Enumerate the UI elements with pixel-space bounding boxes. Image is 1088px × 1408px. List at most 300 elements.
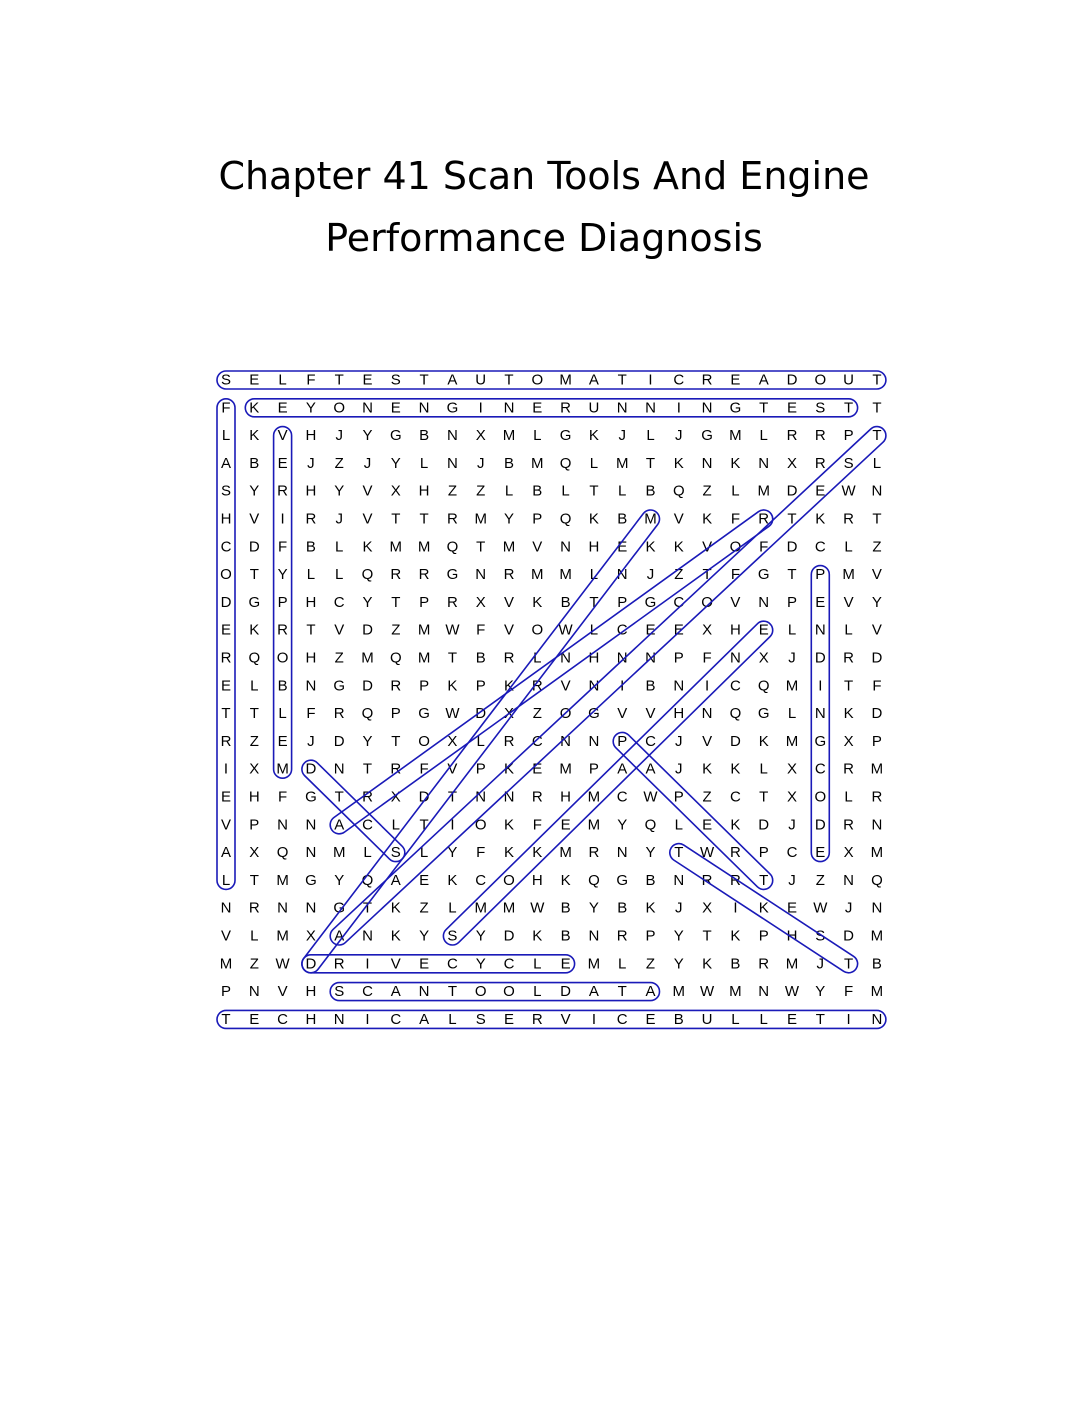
- grid-letter: N: [758, 454, 770, 472]
- grid-letter: Q: [361, 566, 374, 584]
- grid-letter: L: [448, 1010, 457, 1028]
- grid-letter: P: [277, 593, 288, 611]
- grid-letter: K: [730, 927, 741, 945]
- grid-letter: N: [560, 732, 572, 750]
- grid-letter: Z: [419, 899, 429, 917]
- grid-letter: Z: [391, 621, 401, 639]
- grid-letter: G: [446, 566, 459, 584]
- grid-letter: R: [220, 732, 232, 750]
- grid-letter: A: [617, 760, 628, 778]
- grid-letter: P: [390, 705, 401, 723]
- grid-letter: Y: [588, 899, 599, 917]
- grid-letter: K: [503, 760, 515, 778]
- grid-letter: X: [475, 427, 486, 445]
- grid-letter: K: [588, 510, 599, 528]
- grid-letter: E: [702, 816, 713, 834]
- grid-letter: O: [333, 399, 346, 417]
- grid-letter: Y: [362, 732, 373, 750]
- grid-letter: K: [249, 427, 260, 445]
- grid-letter: D: [814, 649, 826, 667]
- grid-letter: V: [702, 538, 713, 556]
- grid-letter: L: [221, 871, 231, 889]
- grid-letter: M: [332, 844, 346, 862]
- grid-letter: V: [362, 510, 373, 528]
- grid-letter: R: [277, 621, 289, 639]
- grid-letter: M: [219, 955, 233, 973]
- grid-letter: M: [785, 677, 799, 695]
- grid-letter: C: [729, 788, 741, 806]
- grid-letter: B: [645, 871, 656, 889]
- grid-letter: D: [786, 482, 798, 500]
- grid-letter: V: [843, 593, 854, 611]
- grid-letter: N: [701, 705, 713, 723]
- grid-letter: N: [616, 649, 628, 667]
- grid-letter: W: [530, 899, 545, 917]
- grid-letter: V: [673, 510, 684, 528]
- grid-letter: Y: [871, 593, 882, 611]
- grid-letter: F: [532, 816, 542, 834]
- grid-letter: I: [478, 399, 483, 417]
- grid-letter: A: [334, 816, 345, 834]
- grid-letter: Y: [419, 927, 430, 945]
- grid-letter: T: [645, 454, 656, 472]
- grid-letter: H: [588, 649, 600, 667]
- grid-letter: T: [674, 844, 684, 862]
- grid-letter: I: [450, 816, 455, 834]
- grid-letter: J: [675, 760, 683, 778]
- grid-letter: G: [814, 732, 827, 750]
- grid-letter: B: [305, 538, 316, 556]
- grid-letter: L: [391, 816, 400, 834]
- grid-letter: I: [733, 899, 738, 917]
- grid-letter: E: [249, 1010, 260, 1028]
- grid-letter: F: [306, 705, 316, 723]
- grid-letter: N: [248, 983, 260, 1001]
- grid-letter: T: [617, 371, 627, 389]
- grid-letter: M: [587, 788, 601, 806]
- grid-letter: K: [702, 760, 713, 778]
- grid-letter: L: [646, 427, 655, 445]
- grid-letter: E: [758, 621, 769, 639]
- grid-letter: Y: [305, 399, 316, 417]
- grid-letter: O: [276, 649, 289, 667]
- grid-letter: P: [475, 677, 486, 695]
- grid-letter: T: [617, 983, 627, 1001]
- grid-letter: N: [475, 566, 487, 584]
- grid-letter: V: [730, 593, 741, 611]
- grid-letter: E: [786, 1010, 798, 1028]
- grid-letter: C: [616, 621, 628, 639]
- grid-letter: N: [673, 871, 685, 889]
- grid-letter: N: [588, 927, 600, 945]
- grid-letter: X: [447, 732, 458, 750]
- grid-letter: L: [589, 454, 599, 472]
- found-word-circle: [217, 1010, 886, 1028]
- grid-letter: J: [335, 510, 343, 528]
- grid-letter: R: [220, 649, 232, 667]
- grid-letter: L: [561, 482, 570, 500]
- grid-letter: Y: [447, 844, 458, 862]
- grid-letter: V: [249, 510, 260, 528]
- grid-letter: B: [475, 649, 486, 667]
- grid-letter: T: [221, 1010, 231, 1028]
- grid-letter: A: [390, 871, 401, 889]
- grid-letter: E: [220, 621, 232, 639]
- grid-letter: M: [502, 427, 516, 445]
- grid-letter: T: [759, 788, 769, 806]
- grid-letter: E: [532, 760, 543, 778]
- grid-letter: A: [588, 371, 599, 389]
- grid-letter: D: [814, 816, 826, 834]
- grid-letter: S: [390, 371, 401, 389]
- grid-letter: M: [531, 566, 544, 584]
- grid-letter: N: [418, 399, 430, 417]
- grid-letter: R: [503, 566, 515, 584]
- grid-letter: K: [702, 510, 713, 528]
- grid-letter: N: [220, 899, 232, 917]
- grid-letter: Q: [361, 871, 374, 889]
- grid-letter: J: [335, 427, 343, 445]
- grid-letter: K: [447, 677, 458, 695]
- grid-letter: V: [362, 482, 373, 500]
- grid-letter: Q: [559, 454, 572, 472]
- grid-letter: K: [730, 760, 741, 778]
- grid-letter: C: [531, 732, 543, 750]
- grid-letter: F: [844, 983, 854, 1001]
- grid-letter: C: [786, 844, 798, 862]
- grid-letter: L: [589, 621, 599, 639]
- grid-letter: X: [503, 705, 515, 723]
- grid-letter: T: [476, 538, 486, 556]
- grid-letter: Y: [249, 482, 260, 500]
- grid-letter: F: [759, 538, 769, 556]
- grid-letter: M: [417, 538, 431, 556]
- grid-letter: S: [815, 927, 826, 945]
- grid-letter: C: [814, 760, 826, 778]
- grid-letter: H: [588, 538, 600, 556]
- grid-letter: M: [870, 983, 884, 1001]
- grid-letter: T: [787, 510, 797, 528]
- grid-letter: N: [418, 983, 430, 1001]
- grid-letter: T: [221, 705, 231, 723]
- grid-letter: V: [560, 1010, 571, 1028]
- grid-letter: R: [333, 705, 345, 723]
- grid-letter: L: [419, 844, 429, 862]
- grid-letter: R: [418, 566, 430, 584]
- grid-letter: K: [390, 927, 401, 945]
- grid-letter: C: [814, 538, 826, 556]
- grid-letter: C: [616, 1010, 628, 1028]
- grid-letter: M: [276, 871, 289, 889]
- grid-letter: D: [362, 677, 373, 695]
- grid-letter: D: [333, 732, 345, 750]
- grid-letter: P: [220, 983, 232, 1001]
- grid-letter: S: [475, 1010, 486, 1028]
- grid-letter: J: [618, 427, 626, 445]
- grid-letter: L: [759, 1010, 768, 1028]
- grid-letter: N: [560, 538, 572, 556]
- grid-letter: E: [645, 621, 656, 639]
- grid-letter: N: [277, 899, 289, 917]
- grid-letter: C: [673, 593, 685, 611]
- grid-letter: E: [560, 816, 571, 834]
- grid-letter: L: [618, 482, 627, 500]
- found-word-circle: [217, 371, 886, 389]
- grid-letter: W: [700, 983, 715, 1001]
- grid-letter: L: [221, 427, 231, 445]
- grid-letter: L: [759, 760, 768, 778]
- grid-letter: J: [675, 427, 683, 445]
- grid-letter: M: [559, 566, 572, 584]
- grid-letter: T: [504, 371, 514, 389]
- grid-letter: E: [815, 593, 826, 611]
- grid-letter: T: [447, 649, 457, 667]
- grid-letter: R: [503, 649, 515, 667]
- grid-letter: J: [646, 566, 655, 584]
- grid-letter: M: [531, 454, 544, 472]
- grid-letter: M: [785, 732, 799, 750]
- grid-letter: M: [474, 510, 487, 528]
- grid-letter: S: [390, 844, 401, 862]
- grid-letter: N: [305, 899, 317, 917]
- grid-letter: N: [475, 788, 487, 806]
- grid-letter: N: [814, 705, 826, 723]
- grid-letter: Y: [362, 427, 373, 445]
- grid-letter: V: [503, 621, 515, 639]
- grid-letter: M: [587, 955, 601, 973]
- grid-letter: V: [334, 621, 345, 639]
- grid-letter: C: [362, 983, 373, 1001]
- grid-letter: N: [305, 677, 317, 695]
- grid-letter: G: [757, 705, 770, 723]
- grid-letter: R: [843, 510, 855, 528]
- grid-letter: N: [333, 760, 345, 778]
- grid-letter: X: [702, 899, 713, 917]
- grid-letter: J: [816, 955, 825, 973]
- grid-letter: Y: [673, 927, 684, 945]
- grid-letter: W: [445, 621, 460, 639]
- grid-letter: G: [701, 427, 713, 445]
- grid-letter: L: [844, 788, 853, 806]
- grid-letter: M: [644, 510, 657, 528]
- grid-letter: Y: [362, 593, 373, 611]
- grid-letter: B: [730, 955, 741, 973]
- grid-letter: B: [503, 454, 515, 472]
- grid-letter: G: [559, 427, 572, 445]
- grid-letter: Y: [617, 816, 628, 834]
- grid-letter: F: [872, 677, 882, 695]
- grid-letter: N: [616, 399, 628, 417]
- grid-letter: J: [788, 816, 796, 834]
- grid-letter: N: [588, 677, 600, 695]
- grid-letter: E: [786, 899, 798, 917]
- grid-letter: C: [673, 371, 685, 389]
- grid-letter: C: [390, 1010, 402, 1028]
- grid-letter: T: [249, 705, 259, 723]
- grid-letter: Z: [645, 955, 656, 973]
- grid-letter: X: [786, 760, 798, 778]
- grid-letter: Y: [815, 983, 826, 1001]
- grid-letter: K: [390, 899, 401, 917]
- grid-letter: T: [589, 593, 599, 611]
- grid-letter: T: [419, 371, 429, 389]
- grid-letter: G: [418, 705, 430, 723]
- grid-letter: L: [618, 955, 627, 973]
- grid-letter: N: [333, 1010, 345, 1028]
- grid-letter: V: [871, 566, 882, 584]
- grid-letter: B: [645, 677, 656, 695]
- grid-letter: K: [758, 899, 769, 917]
- grid-letter: F: [476, 621, 486, 639]
- grid-letter: V: [503, 593, 515, 611]
- grid-letter: K: [532, 927, 543, 945]
- grid-letter: D: [871, 705, 883, 723]
- grid-letter: M: [276, 927, 289, 945]
- grid-letter: Q: [729, 705, 742, 723]
- grid-letter: Q: [559, 510, 572, 528]
- grid-letter: O: [814, 788, 827, 806]
- grid-letter: F: [730, 566, 740, 584]
- grid-letter: V: [390, 955, 401, 973]
- grid-letter: R: [729, 871, 741, 889]
- grid-letter: I: [818, 677, 823, 695]
- grid-letter: A: [220, 454, 232, 472]
- grid-letter: P: [871, 732, 882, 750]
- grid-letter: X: [843, 844, 854, 862]
- grid-letter: R: [729, 844, 741, 862]
- grid-letter: D: [248, 538, 260, 556]
- grid-letter: N: [673, 677, 685, 695]
- grid-letter: A: [447, 371, 458, 389]
- grid-letter: T: [391, 732, 401, 750]
- grid-letter: X: [475, 593, 486, 611]
- grid-letter: U: [701, 1010, 713, 1028]
- grid-letter: M: [672, 983, 686, 1001]
- grid-letter: E: [815, 844, 826, 862]
- grid-letter: O: [503, 871, 515, 889]
- grid-letter: S: [220, 371, 232, 389]
- grid-letter: Z: [674, 566, 684, 584]
- grid-letter: T: [844, 677, 854, 695]
- grid-letter: I: [846, 1010, 851, 1028]
- grid-letter: R: [248, 899, 260, 917]
- grid-letter: X: [786, 454, 798, 472]
- grid-letter: L: [278, 705, 287, 723]
- grid-letter: H: [305, 649, 317, 667]
- grid-letter: C: [729, 677, 741, 695]
- grid-letter: O: [729, 538, 742, 556]
- grid-letter: G: [248, 593, 261, 611]
- grid-letter: N: [871, 482, 883, 500]
- grid-letter: S: [843, 454, 854, 472]
- grid-letter: B: [249, 454, 260, 472]
- grid-letter: F: [730, 510, 740, 528]
- grid-letter: E: [419, 871, 430, 889]
- grid-letter: Y: [277, 566, 288, 584]
- grid-letter: X: [390, 788, 401, 806]
- grid-letter: R: [531, 788, 543, 806]
- grid-letter: Y: [475, 927, 486, 945]
- grid-letter: N: [729, 649, 741, 667]
- grid-letter: K: [815, 510, 826, 528]
- grid-letter: V: [447, 760, 458, 778]
- grid-letter: K: [730, 816, 741, 834]
- grid-letter: E: [815, 482, 826, 500]
- grid-letter: R: [786, 427, 798, 445]
- grid-letter: Y: [390, 454, 401, 472]
- grid-letter: G: [333, 677, 346, 695]
- grid-letter: T: [702, 927, 712, 945]
- grid-letter: B: [673, 1010, 684, 1028]
- grid-letter: M: [870, 844, 884, 862]
- grid-letter: O: [503, 983, 515, 1001]
- grid-letter: M: [389, 538, 403, 556]
- grid-letter: G: [757, 566, 770, 584]
- grid-letter: Z: [249, 955, 259, 973]
- grid-letter: X: [249, 844, 260, 862]
- grid-letter: T: [787, 566, 797, 584]
- found-word-circle: [330, 983, 659, 1001]
- grid-letter: O: [559, 705, 572, 723]
- grid-letter: K: [249, 621, 260, 639]
- grid-letter: R: [305, 510, 317, 528]
- grid-letter: P: [419, 593, 430, 611]
- grid-letter: C: [362, 816, 373, 834]
- grid-letter: L: [306, 566, 316, 584]
- grid-letter: J: [788, 649, 796, 667]
- grid-letter: K: [673, 454, 684, 472]
- grid-letter: A: [334, 927, 345, 945]
- grid-letter: T: [447, 788, 457, 806]
- grid-letter: P: [532, 510, 543, 528]
- grid-letter: O: [418, 732, 430, 750]
- grid-letter: Z: [702, 482, 712, 500]
- grid-letter: K: [447, 871, 458, 889]
- grid-letter: N: [645, 399, 656, 417]
- found-word-circle: [609, 729, 776, 893]
- grid-letter: Y: [503, 510, 515, 528]
- grid-letter: M: [276, 760, 289, 778]
- grid-letter: N: [616, 844, 628, 862]
- grid-letter: S: [220, 482, 232, 500]
- grid-letter: H: [305, 983, 317, 1001]
- grid-letter: H: [220, 510, 232, 528]
- grid-letter: R: [843, 760, 855, 778]
- grid-letter: A: [758, 371, 769, 389]
- grid-letter: W: [813, 899, 828, 917]
- grid-letter: T: [702, 566, 712, 584]
- grid-letter: N: [616, 566, 628, 584]
- grid-letter: B: [617, 510, 628, 528]
- grid-letter: M: [559, 760, 572, 778]
- grid-letter: M: [842, 566, 855, 584]
- grid-letter: H: [305, 593, 317, 611]
- grid-letter: T: [844, 955, 854, 973]
- grid-letter: L: [872, 454, 882, 472]
- grid-letter: S: [815, 399, 826, 417]
- grid-letter: D: [503, 927, 515, 945]
- grid-letter: H: [248, 788, 260, 806]
- grid-letter: R: [758, 510, 770, 528]
- grid-letter: K: [503, 816, 515, 834]
- grid-letter: E: [390, 399, 401, 417]
- grid-letter: T: [419, 510, 429, 528]
- grid-letter: L: [250, 927, 259, 945]
- grid-letter: N: [560, 649, 572, 667]
- grid-letter: I: [223, 760, 229, 778]
- grid-letter: P: [758, 927, 769, 945]
- grid-letter: B: [419, 427, 430, 445]
